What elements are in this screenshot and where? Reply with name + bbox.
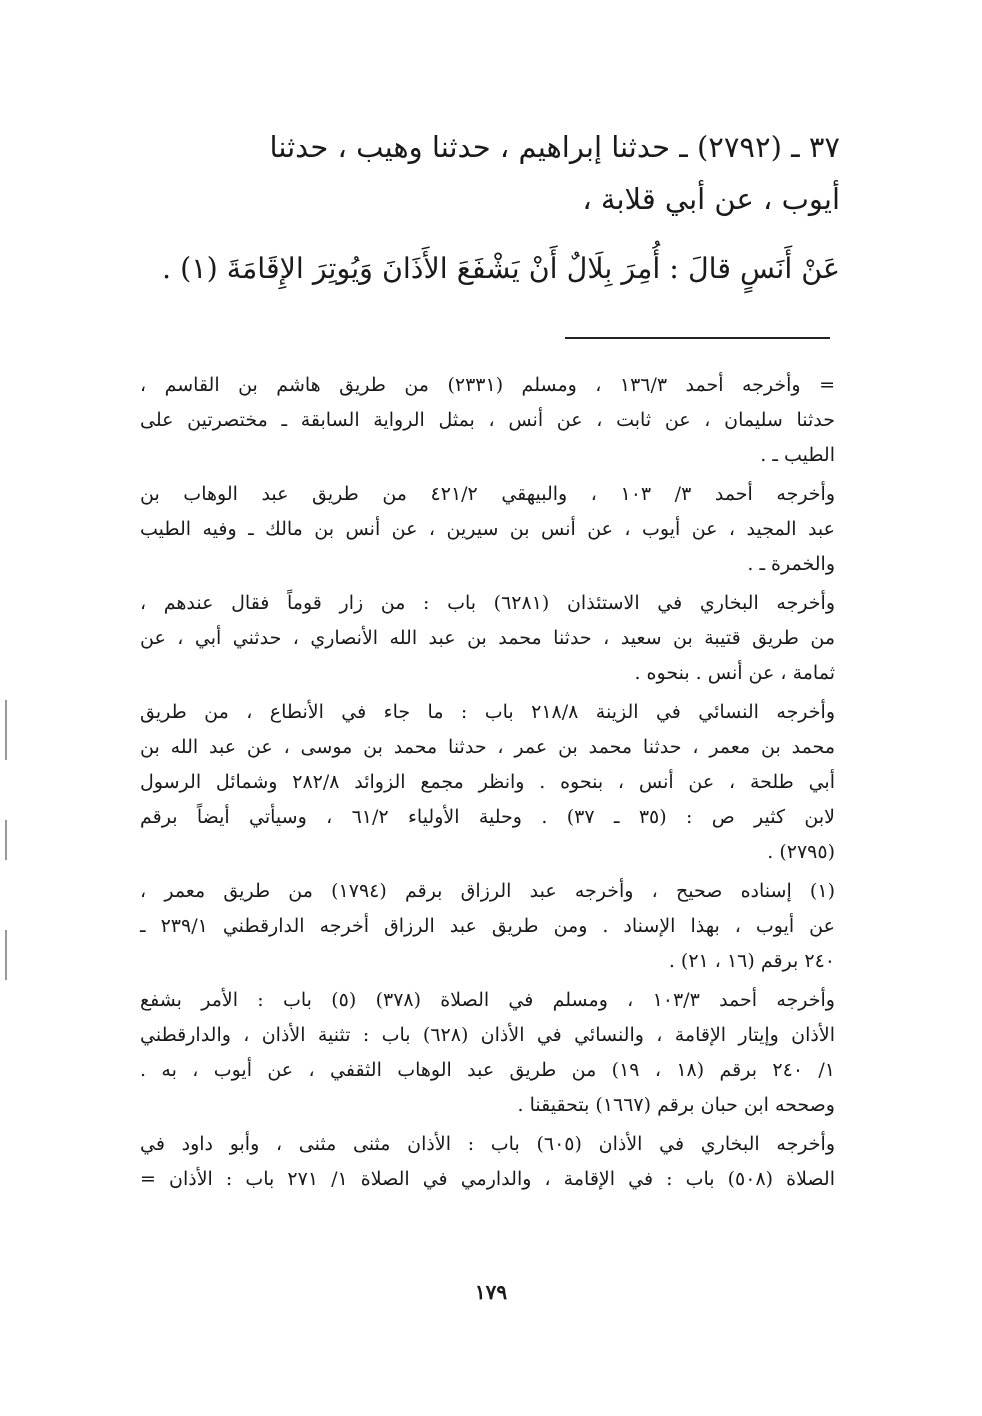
footnote-line: عبد المجيد ، عن أيوب ، عن أنس بن سيرين ، عن أنس بن مالك ـ وفيه الطيب xyxy=(140,518,835,540)
scan-margin-mark xyxy=(5,700,7,760)
footnote-line: عن أيوب ، بهذا الإسناد . ومن طريق عبد الرزاق أخرجه الدارقطني ٢٣٩/١ ـ xyxy=(140,915,835,937)
footnote-line: من طريق قتيبة بن سعيد ، حدثنا محمد بن عبد الله الأنصاري ، حدثني أبي ، عن xyxy=(140,627,835,649)
footnote-line: وأخرجه النسائي في الزينة ٢١٨/٨ باب : ما جاء في الأنطاع ، من طريق xyxy=(140,701,835,723)
footnote-line: وأخرجه أحمد ١٠٣/٣ ، ومسلم في الصلاة (٣٧٨) (٥) باب : الأمر بشفع xyxy=(140,989,835,1011)
footnote-line: وأخرجه أحمد ٣/ ١٠٣ ، والبيهقي ٤٢١/٢ من طريق عبد الوهاب بن xyxy=(140,483,836,505)
footnote-line: أبي طلحة ، عن أنس ، بنحوه . وانظر مجمع الزوائد ٢٨٢/٨ وشمائل الرسول xyxy=(140,771,836,793)
footnote-line: (١) إسناده صحيح ، وأخرجه عبد الرزاق برقم (١٧٩٤) من طريق معمر ، xyxy=(140,880,835,902)
footnote-line: لابن كثير ص : (٣٥ ـ ٣٧) . وحلية الأولياء ٦١/٢ ، وسيأتي أيضاً برقم xyxy=(140,806,835,828)
footnote-paragraph xyxy=(140,1127,835,1197)
footnotes xyxy=(140,368,835,1201)
footnote-line: محمد بن معمر ، حدثنا محمد بن عمر ، حدثنا محمد بن موسى ، عن عبد الله بن xyxy=(140,736,835,758)
hadith-text xyxy=(160,122,840,294)
page-number: ١٧٩ xyxy=(474,1280,508,1304)
footnote-line: الصلاة (٥٠٨) باب : في الإقامة ، والدارمي في الصلاة ١/ ٢٧١ باب : الأذان = xyxy=(140,1168,835,1190)
footnote-line: ١/ ٢٤٠ برقم (١٨ ، ١٩) من طريق عبد الوهاب الثقفي ، عن أيوب ، به . xyxy=(140,1059,836,1081)
footnote-line: = وأخرجه أحمد ١٣٦/٣ ، ومسلم (٢٣٣١) من طريق هاشم بن القاسم ، xyxy=(140,374,835,396)
hadith-chain-line-1: ٣٧ ـ (٢٧٩٢) ـ حدثنا إبراهيم ، حدثنا وهيب ، حدثنا xyxy=(269,130,840,164)
footnote-paragraph xyxy=(140,695,835,870)
footnote-paragraph xyxy=(140,874,835,979)
footnote-line: وأخرجه البخاري في الأذان (٦٠٥) باب : الأذان مثنى مثنى ، وأبو داود في xyxy=(140,1133,835,1155)
scan-margin-mark xyxy=(5,930,7,980)
footnote-line: وصححه ابن حبان برقم (١٦٦٧) بتحقيقنا . xyxy=(517,1094,835,1116)
footnote-line: ٢٤٠ برقم (١٦ ، ٢١) . xyxy=(668,950,835,972)
footnote-paragraph xyxy=(140,368,835,473)
hadith-matn: عَنْ أَنَسٍ قالَ : أُمِرَ بِلَالٌ أَنْ يَشْفَعَ الأَذَانَ وَيُوتِرَ الإِقَامَةَ (١) . xyxy=(162,252,840,285)
scan-margin-mark xyxy=(5,820,7,860)
hadith-chain-line-2: أيوب ، عن أبي قلابة ، xyxy=(582,182,840,216)
footnote-line: والخمرة ـ . xyxy=(747,553,835,575)
footnote-paragraph xyxy=(140,983,835,1123)
footnote-line: الأذان وإيتار الإقامة ، والنسائي في الأذان (٦٢٨) باب : تثنية الأذان ، والدارقطني xyxy=(140,1024,835,1046)
footnote-line: وأخرجه البخاري في الاستئذان (٦٢٨١) باب : من زار قوماً فقال عندهم ، xyxy=(140,592,835,614)
footnote-paragraph xyxy=(140,586,835,691)
footnote-line: حدثنا سليمان ، عن ثابت ، عن أنس ، بمثل الرواية السابقة ـ مختصرتين على xyxy=(140,409,835,431)
footnote-paragraph xyxy=(140,477,835,582)
footnote-line: (٢٧٩٥) . xyxy=(767,841,835,863)
footnote-line: الطيب ـ . xyxy=(760,444,835,466)
footnote-separator xyxy=(565,337,830,339)
footnote-line: ثمامة ، عن أنس . بنحوه . xyxy=(634,662,835,684)
